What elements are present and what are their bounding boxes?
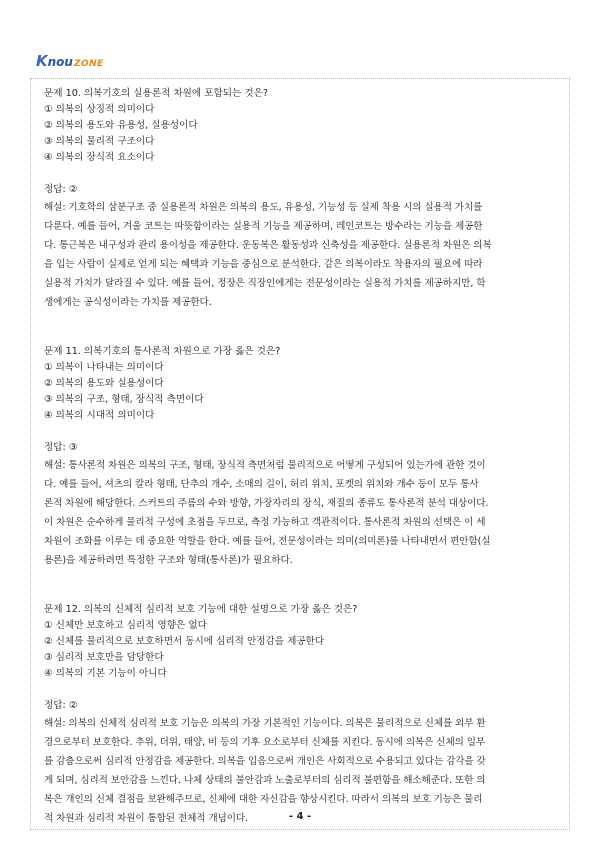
explanation-line: 실용적 가치가 달라질 수 있다. 예를 들어, 정장은 직장인에게는 전문성이라는 실용적 가치를 제공하지만, 학 [44,278,486,289]
question-title: 문제 10. 의복기호의 실용론적 차원에 포함되는 것은? [44,88,268,99]
explanation-line: 다. 통근복은 내구성과 관리 용이성을 제공한다. 운동복은 활동성과 신축성을 제공한다. 실용론적 차원은 의복 [44,240,492,251]
explanation-line: 게 되며, 심리적 보안감을 느낀다. 나체 상태의 불안감과 노출로부터의 심리적 불편함을 해소해준다. 또한 의 [44,775,486,786]
page-number: - 4 - [288,811,312,822]
option-1: ① 신체만 보호하고 심리적 영향은 없다 [44,620,207,631]
explanation-line: 해설: 의복의 신체적 심리적 보호 기능은 의복의 가장 기본적인 기능이다. 의복은 물리적으로 신체를 외부 환 [44,718,486,729]
option-3: ③ 심리적 보호만을 담당한다 [44,652,164,663]
explanation-line: 를 감춤으로써 심리적 안정감을 제공한다. 의복을 입음으로써 개인은 사회적으로 수용되고 있다는 감각을 갖 [44,756,486,767]
question-title: 문제 11. 의복기호의 통사론적 차원으로 가장 옳은 것은? [44,346,281,357]
explanation-line: 용론)을 제공하려면 특정한 구조와 형태(통사론)가 필요하다. [44,555,293,566]
explanation-line: 경으로부터 보호한다. 추위, 더위, 태양, 비 등의 기후 요소로부터 신체를 지킨다. 동시에 의복은 신체의 일부 [44,737,486,748]
option-2: ② 신체를 물리적으로 보호하면서 동시에 심리적 안정감을 제공한다 [44,636,325,647]
logo-letters-zone: ZONE [73,59,104,69]
question-title: 문제 12. 의복의 신체적 심리적 보호 기능에 대한 설명으로 가장 옳은 것은? [44,604,358,615]
question-block-11 [44,344,558,570]
explanation-line: 이 차원은 순수하게 물리적 구성에 초점을 두므로, 측정 가능하고 객관적이다. 통사론적 차원의 선택은 이 세 [44,517,486,528]
explanation-line: 다. 예를 들어, 셔츠의 칼라 형태, 단추의 개수, 소매의 길이, 허리 위치, 포켓의 위치와 개수 등이 모두 통사 [44,479,479,490]
explanation-line: 차원이 조화를 이루는 데 중요한 역할을 한다. 예를 들어, 전문성이라는 의미(의미론)를 나타내면서 편안함(실 [44,536,491,547]
knouzone-logo [36,52,104,70]
explanation-line: 복은 개인의 신체 결점을 보완해주므로, 신체에 대한 자신감을 향상시킨다. 따라서 의복의 보호 기능은 물리 [44,794,483,805]
explanation [44,456,558,570]
logo-letter-k: K [36,52,48,70]
question-block-12 [44,602,558,828]
answer-text: 정답: ② [44,184,78,195]
answer-text: 정답: ② [44,700,78,711]
explanation-line: 해설: 통사론적 차원은 의복의 구조, 형태, 장식적 측면처럼 물리적으로 어떻게 구성되어 있는가에 관한 것이 [44,460,486,471]
option-4: ④ 의복의 장식적 요소이다 [44,152,155,163]
option-1: ① 의복의 상징적 의미이다 [44,104,155,115]
explanation [44,198,558,312]
explanation-line: 해설: 기호학의 삼분구조 중 실용론적 차원은 의복의 용도, 유용성, 기능성 등 실제 착용 시의 실용적 가치를 [44,202,483,213]
explanation-line: 생에게는 공식성이라는 가치를 제공한다. [44,297,212,308]
page-content [44,86,558,828]
option-4: ④ 의복의 기본 기능이 아니다 [44,668,167,679]
question-block-10 [44,86,558,312]
option-4: ④ 의복의 시대적 의미이다 [44,410,155,421]
logo-letters-nou: nou [47,55,73,69]
option-3: ③ 의복의 구조, 형태, 장식적 측면이다 [44,394,204,405]
explanation-line: 적 차원과 심리적 차원이 통합된 전체적 개념이다. [44,813,248,824]
explanation-line: 론적 차원에 해당한다. 스커트의 주름의 수와 방향, 가장자리의 장식, 재질의 종류도 통사론적 분석 대상이다. [44,498,489,509]
option-1: ① 의복이 나타내는 의미이다 [44,362,164,373]
option-2: ② 의복의 용도와 실용성이다 [44,378,164,389]
option-3: ③ 의복의 물리적 구조이다 [44,136,155,147]
explanation-line: 을 입는 사람이 실제로 얻게 되는 혜택과 기능을 중심으로 분석한다. 같은 의복이라도 착용자의 필요에 따라 [44,259,483,270]
option-2: ② 의복의 용도와 유용성, 실용성이다 [44,120,198,131]
answer-text: 정답: ③ [44,442,78,453]
explanation-line: 다룬다. 예를 들어, 겨울 코트는 따뜻함이라는 실용적 기능을 제공하며, 레인코트는 방수라는 기능을 제공한 [44,221,483,232]
